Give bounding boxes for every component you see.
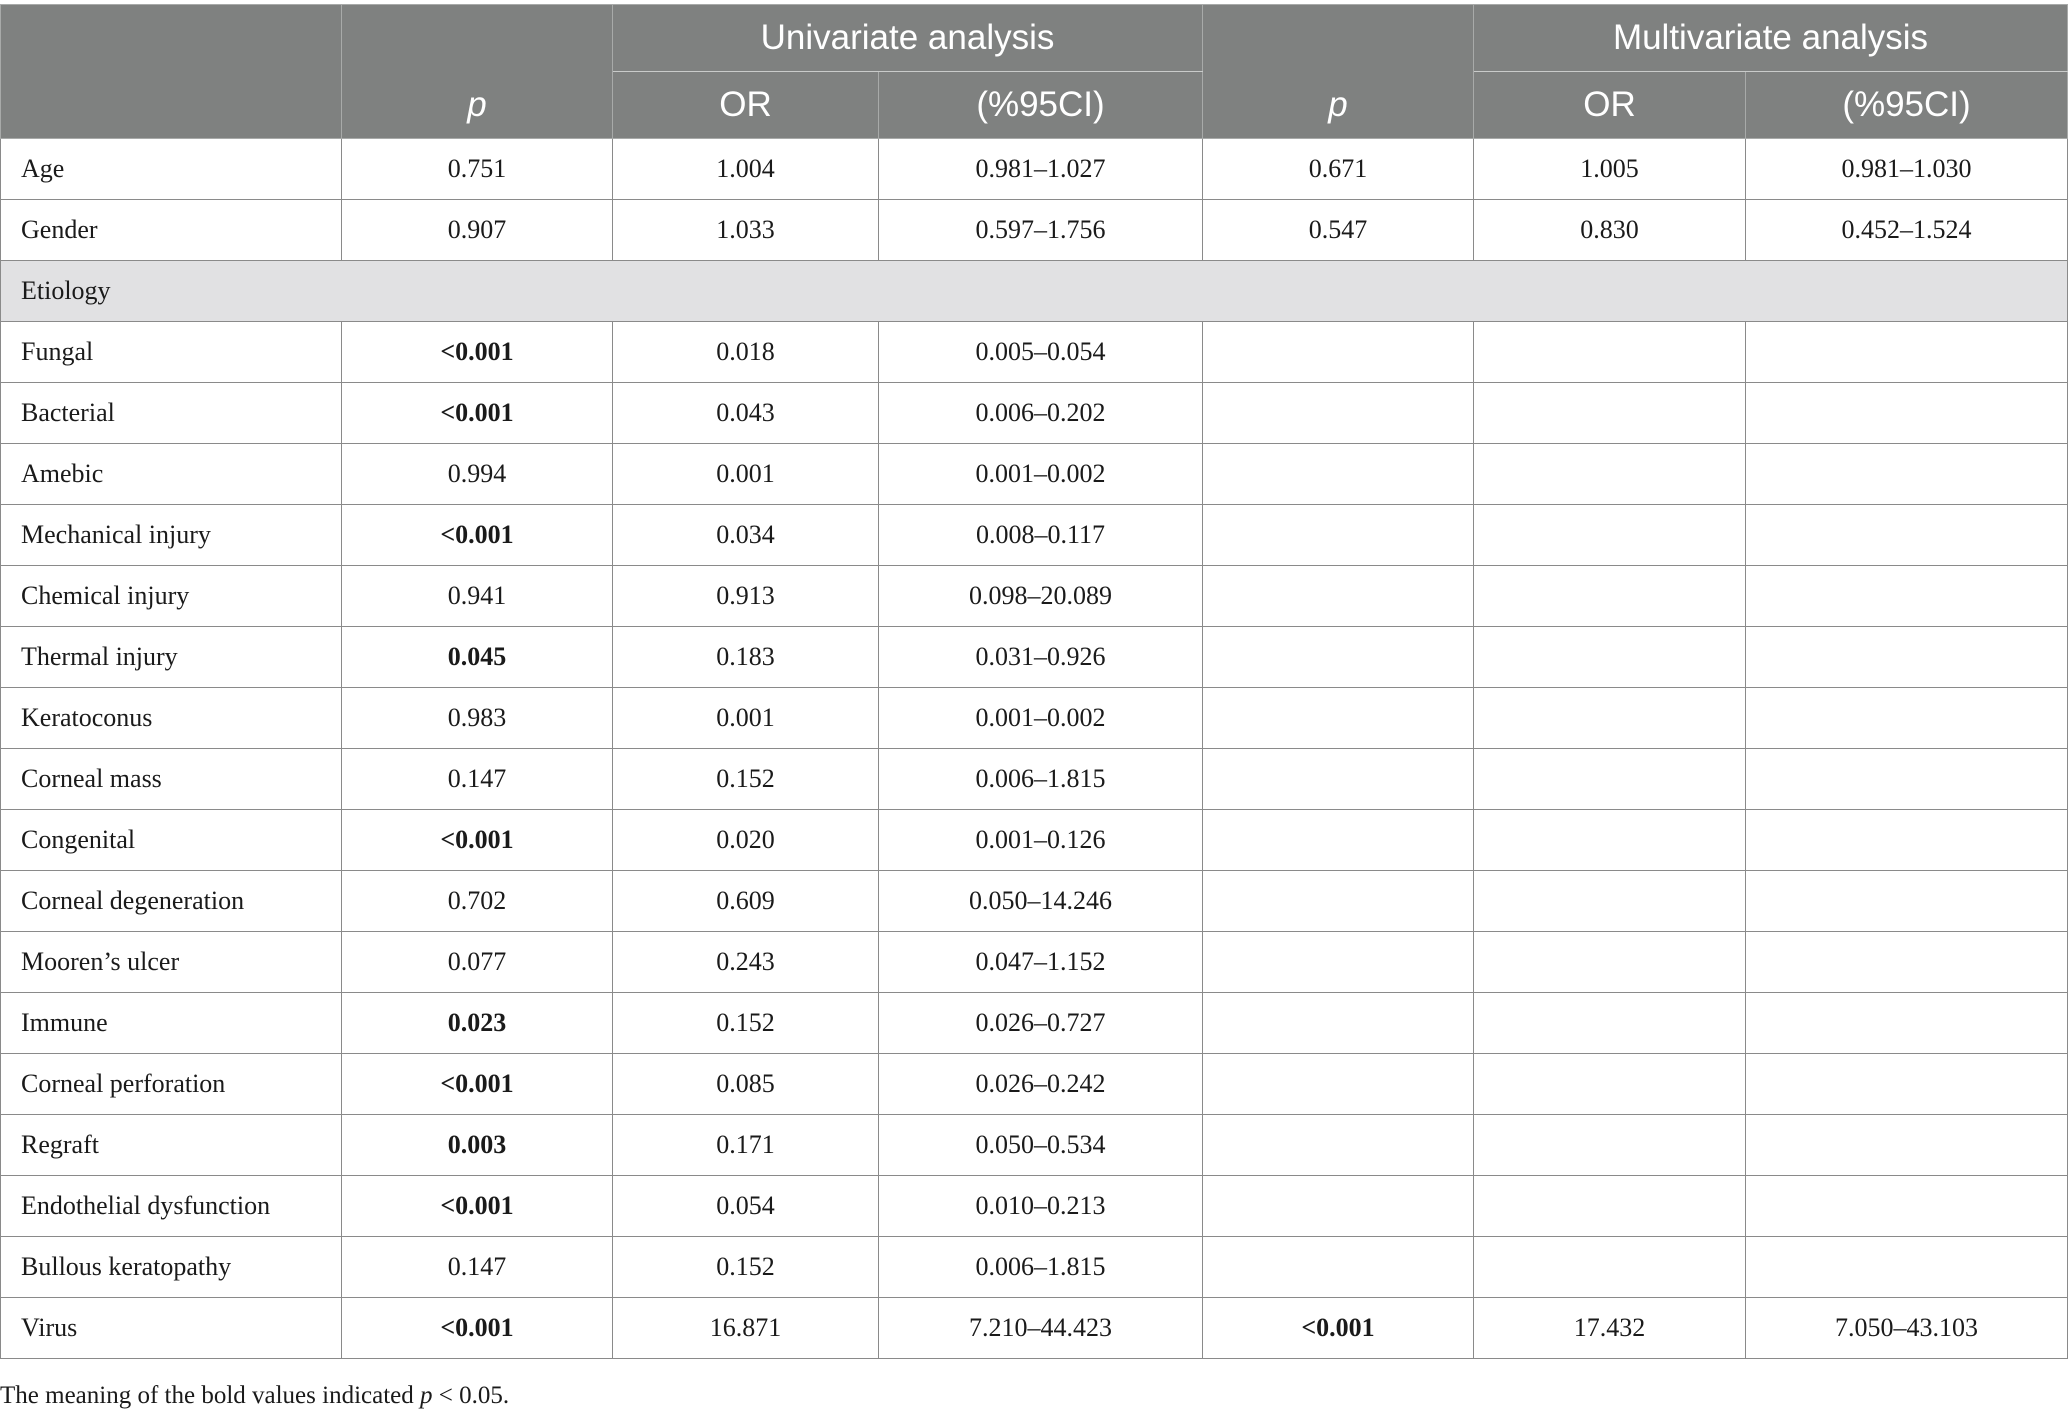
- univariate-p-cell: 0.907: [342, 200, 613, 261]
- multivariate-ci-header: (%95CI): [1746, 72, 2068, 139]
- univariate-p-cell: <0.001: [342, 1176, 613, 1237]
- table-row: [1, 871, 2068, 932]
- univariate-ci-cell: 0.005–0.054: [879, 322, 1203, 383]
- univariate-p-cell: <0.001: [342, 322, 613, 383]
- univariate-or-cell: 0.152: [613, 993, 879, 1054]
- univariate-ci-cell: 0.047–1.152: [879, 932, 1203, 993]
- multivariate-ci-cell: [1746, 749, 2068, 810]
- table-row: [1, 383, 2068, 444]
- multivariate-p-cell: [1203, 871, 1474, 932]
- row-label-cell: Chemical injury: [1, 566, 342, 627]
- univariate-or-cell: 0.018: [613, 322, 879, 383]
- row-label-cell: Bacterial: [1, 383, 342, 444]
- multivariate-p-header: p: [1203, 72, 1474, 139]
- table-row: [1, 322, 2068, 383]
- multivariate-p-cell: [1203, 1115, 1474, 1176]
- univariate-or-cell: 0.054: [613, 1176, 879, 1237]
- multivariate-p-cell: 0.547: [1203, 200, 1474, 261]
- multivariate-p-cell: [1203, 383, 1474, 444]
- multivariate-ci-cell: [1746, 383, 2068, 444]
- multivariate-p-cell: [1203, 322, 1474, 383]
- table-row: [1, 1115, 2068, 1176]
- univariate-p-cell: 0.147: [342, 749, 613, 810]
- header-spacer-univariate: [342, 5, 613, 72]
- univariate-ci-cell: 0.001–0.002: [879, 688, 1203, 749]
- multivariate-ci-cell: [1746, 932, 2068, 993]
- section-row: [1, 261, 2068, 322]
- multivariate-p-cell: 0.671: [1203, 139, 1474, 200]
- table-row: [1, 749, 2068, 810]
- multivariate-or-cell: [1474, 932, 1746, 993]
- univariate-or-cell: 1.033: [613, 200, 879, 261]
- table-row: [1, 505, 2068, 566]
- row-label-cell: Age: [1, 139, 342, 200]
- row-label-cell: Amebic: [1, 444, 342, 505]
- multivariate-or-cell: [1474, 688, 1746, 749]
- multivariate-p-cell: [1203, 1237, 1474, 1298]
- univariate-p-cell: 0.983: [342, 688, 613, 749]
- multivariate-ci-cell: [1746, 1176, 2068, 1237]
- multivariate-or-cell: [1474, 383, 1746, 444]
- univariate-ci-cell: 0.050–14.246: [879, 871, 1203, 932]
- univariate-ci-cell: 0.001–0.126: [879, 810, 1203, 871]
- univariate-p-cell: 0.751: [342, 139, 613, 200]
- multivariate-or-cell: [1474, 566, 1746, 627]
- univariate-or-cell: 0.034: [613, 505, 879, 566]
- multivariate-or-cell: [1474, 1176, 1746, 1237]
- results-table: [0, 4, 2068, 1359]
- univariate-or-cell: 0.913: [613, 566, 879, 627]
- univariate-ci-cell: 0.026–0.727: [879, 993, 1203, 1054]
- multivariate-p-cell: [1203, 749, 1474, 810]
- results-table-wrapper: [0, 4, 2068, 1359]
- multivariate-p-cell: [1203, 444, 1474, 505]
- row-label-cell: Fungal: [1, 322, 342, 383]
- table-row: [1, 566, 2068, 627]
- univariate-or-cell: 0.001: [613, 444, 879, 505]
- univariate-or-cell: 0.171: [613, 1115, 879, 1176]
- row-label-cell: Corneal mass: [1, 749, 342, 810]
- multivariate-or-cell: 17.432: [1474, 1298, 1746, 1359]
- multivariate-ci-cell: [1746, 505, 2068, 566]
- multivariate-or-cell: 0.830: [1474, 200, 1746, 261]
- univariate-ci-cell: 0.031–0.926: [879, 627, 1203, 688]
- univariate-p-cell: 0.994: [342, 444, 613, 505]
- multivariate-ci-cell: [1746, 688, 2068, 749]
- section-label: Etiology: [1, 261, 2068, 322]
- multivariate-ci-cell: [1746, 627, 2068, 688]
- table-footnote: [0, 1382, 509, 1410]
- multivariate-ci-cell: [1746, 993, 2068, 1054]
- univariate-p-header: p: [342, 72, 613, 139]
- univariate-or-cell: 0.020: [613, 810, 879, 871]
- multivariate-p-cell: [1203, 993, 1474, 1054]
- multivariate-ci-cell: 0.452–1.524: [1746, 200, 2068, 261]
- multivariate-or-cell: [1474, 810, 1746, 871]
- table-row: [1, 1237, 2068, 1298]
- multivariate-ci-cell: 7.050–43.103: [1746, 1298, 2068, 1359]
- multivariate-or-header: OR: [1474, 72, 1746, 139]
- univariate-p-cell: 0.077: [342, 932, 613, 993]
- univariate-or-cell: 0.043: [613, 383, 879, 444]
- multivariate-ci-cell: [1746, 444, 2068, 505]
- footnote-suffix: < 0.05.: [432, 1382, 510, 1409]
- univariate-or-header: OR: [613, 72, 879, 139]
- multivariate-p-cell: [1203, 1054, 1474, 1115]
- row-label-cell: Congenital: [1, 810, 342, 871]
- multivariate-p-cell: [1203, 688, 1474, 749]
- footnote-p-symbol: p: [420, 1382, 433, 1409]
- univariate-ci-cell: 0.050–0.534: [879, 1115, 1203, 1176]
- univariate-or-cell: 0.183: [613, 627, 879, 688]
- multivariate-analysis-header: Multivariate analysis: [1474, 5, 2068, 72]
- univariate-or-cell: 0.152: [613, 1237, 879, 1298]
- footnote-prefix: The meaning of the bold values indicated: [0, 1382, 421, 1409]
- univariate-ci-cell: 0.008–0.117: [879, 505, 1203, 566]
- univariate-p-cell: <0.001: [342, 1298, 613, 1359]
- univariate-or-cell: 1.004: [613, 139, 879, 200]
- univariate-ci-cell: 0.010–0.213: [879, 1176, 1203, 1237]
- univariate-ci-cell: 0.026–0.242: [879, 1054, 1203, 1115]
- univariate-ci-cell: 0.597–1.756: [879, 200, 1203, 261]
- multivariate-or-cell: [1474, 1237, 1746, 1298]
- univariate-ci-cell: 7.210–44.423: [879, 1298, 1203, 1359]
- univariate-or-cell: 0.085: [613, 1054, 879, 1115]
- multivariate-ci-cell: [1746, 566, 2068, 627]
- multivariate-ci-cell: 0.981–1.030: [1746, 139, 2068, 200]
- univariate-or-cell: 0.152: [613, 749, 879, 810]
- multivariate-ci-cell: [1746, 810, 2068, 871]
- multivariate-p-cell: <0.001: [1203, 1298, 1474, 1359]
- univariate-analysis-header: Univariate analysis: [613, 5, 1203, 72]
- row-label-cell: Virus: [1, 1298, 342, 1359]
- univariate-ci-cell: 0.006–0.202: [879, 383, 1203, 444]
- row-label-cell: Corneal perforation: [1, 1054, 342, 1115]
- multivariate-or-cell: [1474, 749, 1746, 810]
- table-row: [1, 688, 2068, 749]
- table-row: [1, 139, 2068, 200]
- row-label-cell: Immune: [1, 993, 342, 1054]
- header-corner-cell-lower: [1, 72, 342, 139]
- multivariate-p-cell: [1203, 810, 1474, 871]
- table-row: [1, 993, 2068, 1054]
- row-label-cell: Gender: [1, 200, 342, 261]
- table-body: [1, 139, 2068, 1359]
- univariate-p-cell: 0.147: [342, 1237, 613, 1298]
- table-row: [1, 200, 2068, 261]
- multivariate-or-cell: [1474, 993, 1746, 1054]
- univariate-p-cell: <0.001: [342, 505, 613, 566]
- header-corner-cell: [1, 5, 342, 72]
- univariate-p-cell: 0.941: [342, 566, 613, 627]
- table-row: [1, 444, 2068, 505]
- row-label-cell: Mooren’s ulcer: [1, 932, 342, 993]
- univariate-ci-cell: 0.981–1.027: [879, 139, 1203, 200]
- univariate-p-cell: 0.023: [342, 993, 613, 1054]
- univariate-ci-header: (%95CI): [879, 72, 1203, 139]
- row-label-cell: Mechanical injury: [1, 505, 342, 566]
- multivariate-p-cell: [1203, 627, 1474, 688]
- table-row: [1, 627, 2068, 688]
- multivariate-or-cell: [1474, 871, 1746, 932]
- multivariate-or-cell: [1474, 505, 1746, 566]
- table-row: [1, 932, 2068, 993]
- row-label-cell: Endothelial dysfunction: [1, 1176, 342, 1237]
- univariate-p-cell: 0.045: [342, 627, 613, 688]
- multivariate-ci-cell: [1746, 871, 2068, 932]
- univariate-p-cell: <0.001: [342, 383, 613, 444]
- table-row: [1, 810, 2068, 871]
- univariate-or-cell: 0.243: [613, 932, 879, 993]
- table-row: [1, 1298, 2068, 1359]
- header-spacer-multivariate: [1203, 5, 1474, 72]
- univariate-p-cell: 0.003: [342, 1115, 613, 1176]
- table-row: [1, 1054, 2068, 1115]
- multivariate-or-cell: [1474, 444, 1746, 505]
- univariate-p-cell: 0.702: [342, 871, 613, 932]
- univariate-or-cell: 16.871: [613, 1298, 879, 1359]
- multivariate-or-cell: [1474, 1054, 1746, 1115]
- multivariate-or-cell: [1474, 1115, 1746, 1176]
- table-header: [1, 5, 2068, 139]
- univariate-or-cell: 0.001: [613, 688, 879, 749]
- row-label-cell: Thermal injury: [1, 627, 342, 688]
- univariate-p-cell: <0.001: [342, 810, 613, 871]
- multivariate-ci-cell: [1746, 1237, 2068, 1298]
- row-label-cell: Keratoconus: [1, 688, 342, 749]
- univariate-ci-cell: 0.098–20.089: [879, 566, 1203, 627]
- multivariate-p-cell: [1203, 932, 1474, 993]
- table-row: [1, 1176, 2068, 1237]
- multivariate-or-cell: [1474, 322, 1746, 383]
- multivariate-ci-cell: [1746, 322, 2068, 383]
- multivariate-or-cell: 1.005: [1474, 139, 1746, 200]
- univariate-ci-cell: 0.006–1.815: [879, 1237, 1203, 1298]
- row-label-cell: Regraft: [1, 1115, 342, 1176]
- row-label-cell: Corneal degeneration: [1, 871, 342, 932]
- multivariate-ci-cell: [1746, 1115, 2068, 1176]
- univariate-p-cell: <0.001: [342, 1054, 613, 1115]
- multivariate-or-cell: [1474, 627, 1746, 688]
- multivariate-p-cell: [1203, 505, 1474, 566]
- multivariate-p-cell: [1203, 1176, 1474, 1237]
- univariate-ci-cell: 0.006–1.815: [879, 749, 1203, 810]
- univariate-or-cell: 0.609: [613, 871, 879, 932]
- multivariate-p-cell: [1203, 566, 1474, 627]
- multivariate-ci-cell: [1746, 1054, 2068, 1115]
- row-label-cell: Bullous keratopathy: [1, 1237, 342, 1298]
- univariate-ci-cell: 0.001–0.002: [879, 444, 1203, 505]
